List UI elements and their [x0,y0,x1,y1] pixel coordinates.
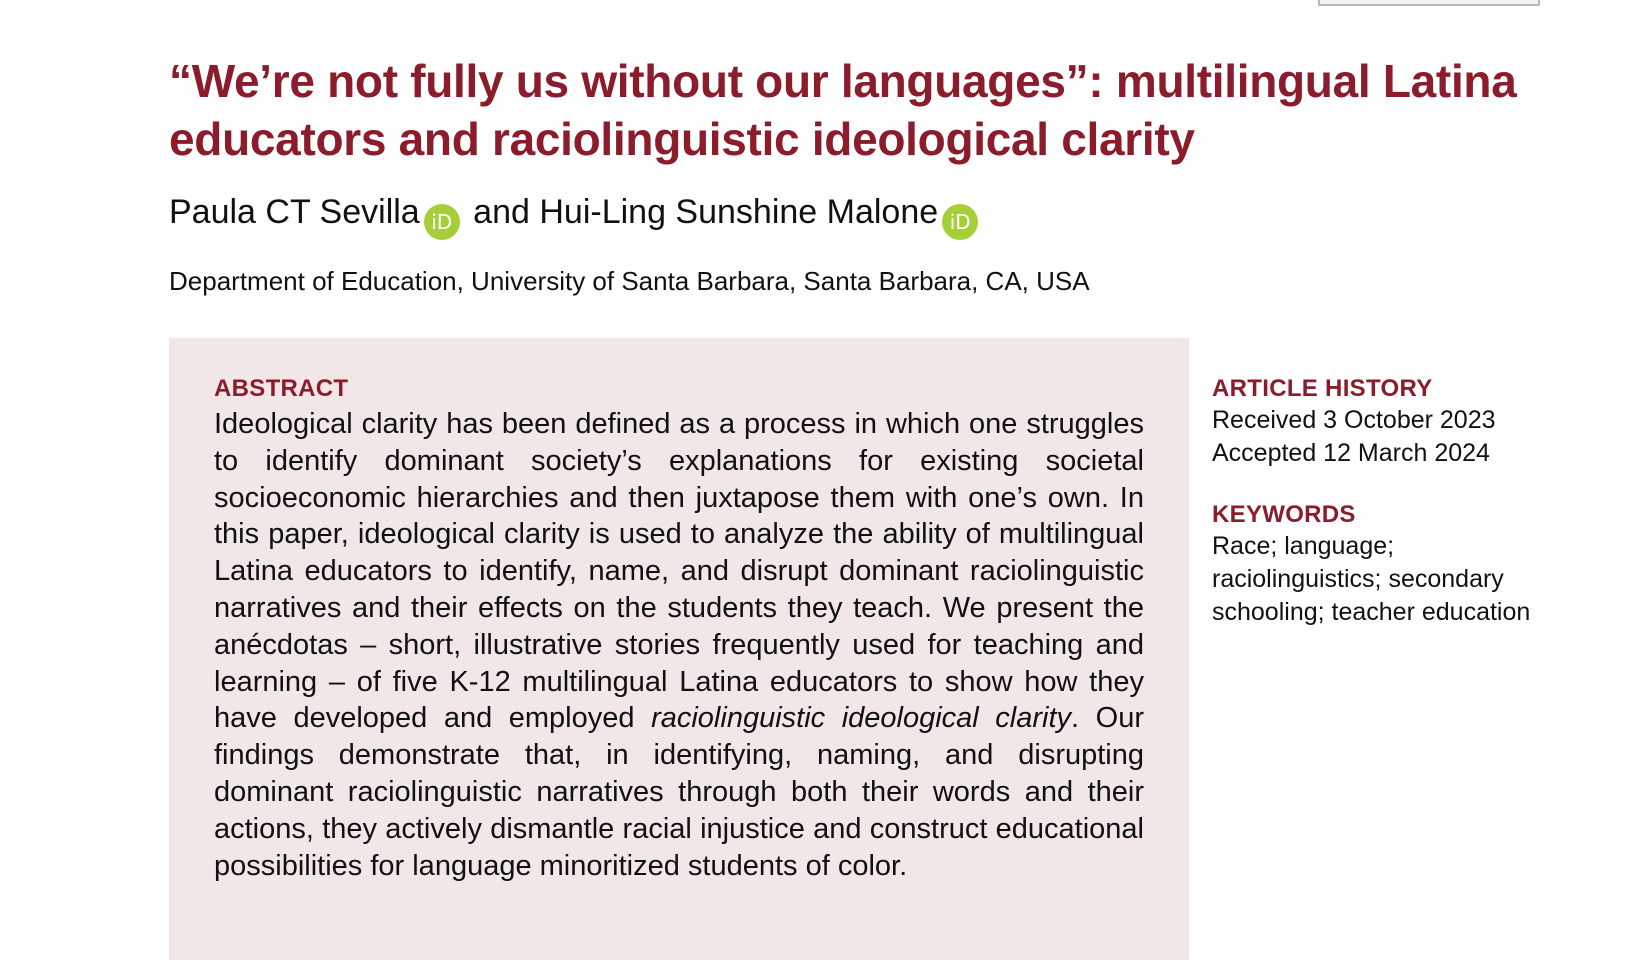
abstract-text-part: . Our findings demonstrate that, in identifying, naming, and disrupting dominant raciolinguistic narratives through both their words and their actions, they actively dismantle racial injustice and construct educational possibilities for language minoritized students of color. [214,702,1144,882]
author-list [169,190,982,240]
abstract-italic-term: raciolinguistic ideological clarity [651,702,1072,735]
article-history [1212,374,1592,470]
affiliation: Department of Education, University of Santa Barbara, Santa Barbara, CA, USA [169,266,1090,296]
top-edge-box [1318,0,1540,6]
abstract-text-part: Ideological clarity has been defined as a process in which one struggles to identify dominant society’s explanations for existing societal socioeconomic hierarchies and then juxtapose them with one’s own. In this paper, ideological clarity is used to analyze the ability of multilingual Latina educators to identify, name, and disrupt dominant raciolinguistic narratives and their effects on the students they teach. We present the anécdotas – short, illustrative stories frequently used for teaching and learning – of five K-12 multilingual Latina educators to show how they have developed and employed [214,408,1144,735]
orcid-icon[interactable]: iD [424,204,460,240]
keywords-heading: KEYWORDS [1212,501,1356,528]
keywords-line: schooling; teacher education [1212,598,1531,626]
received-date: Received 3 October 2023 [1212,406,1496,434]
abstract-panel [169,338,1189,960]
keywords-line: Race; language; [1212,532,1395,560]
paper-title: “We’re not fully us without our languages”: multilingual Latina educators and raciolinguistic ideological clarity [169,55,1517,165]
keywords-section [1212,500,1592,629]
keywords-line: raciolinguistics; secondary [1212,565,1504,593]
orcid-icon[interactable]: iD [942,204,978,240]
accepted-date: Accepted 12 March 2024 [1212,439,1490,467]
author-name: Paula CT Sevilla [169,193,420,231]
abstract-text [214,406,1144,884]
author-name: Hui-Ling Sunshine Malone [539,193,939,231]
author-conjunction: and [473,193,530,231]
article-history-heading: ARTICLE HISTORY [1212,375,1433,402]
abstract-heading: ABSTRACT [214,375,349,402]
